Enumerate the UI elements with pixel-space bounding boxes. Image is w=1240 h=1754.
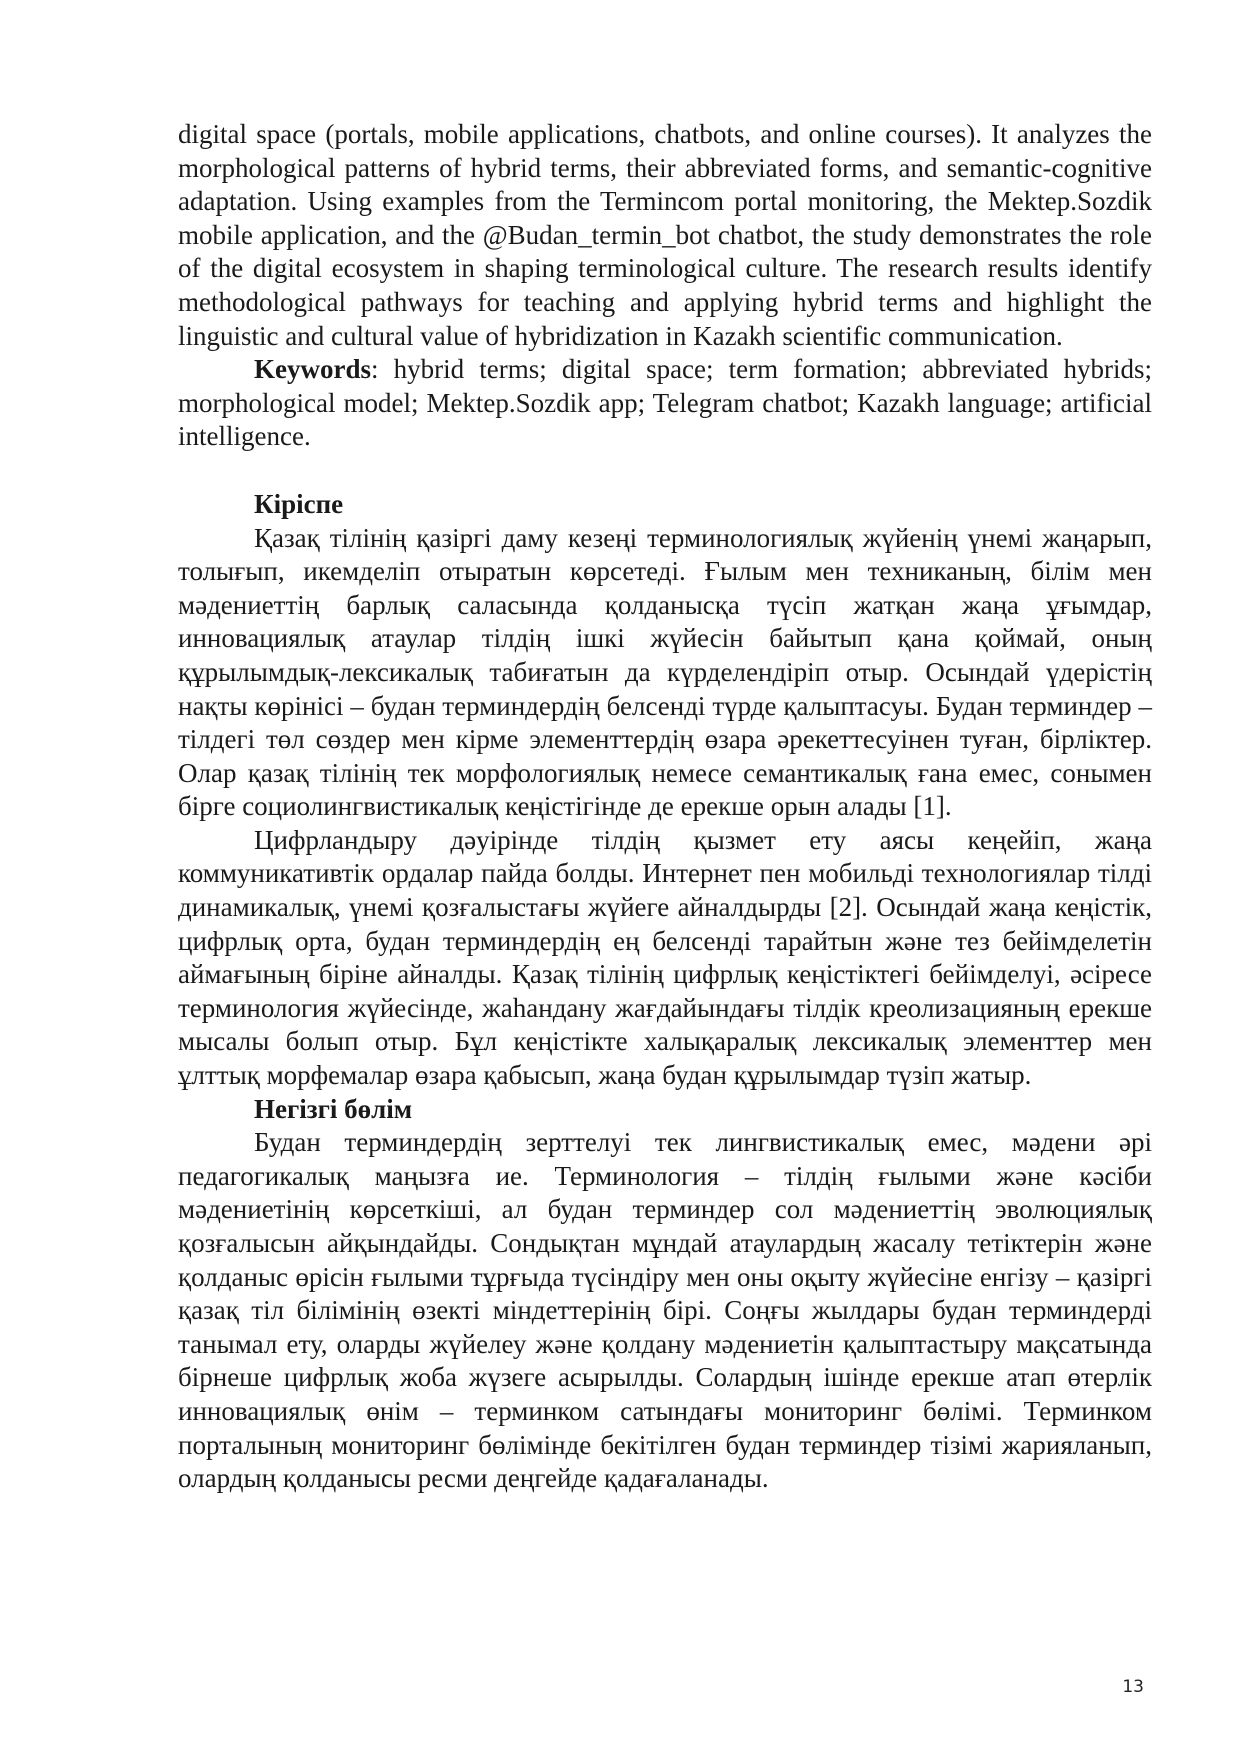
keywords-text: : hybrid terms; digital space; term formation; abbreviated hybrids; morphological model; Mektep.Sozdik app; Telegram chatbot; Kazakh language; artificial intelligence. — [178, 354, 1152, 452]
section-gap — [178, 454, 1152, 488]
page-body — [178, 118, 1152, 1496]
main-section-heading: Негізгі бөлім — [254, 1093, 413, 1124]
introduction-paragraph-1: Қазақ тілінің қазіргі даму кезеңі терминологиялық жүйенің үнемі жаңарып, толығып, икемделіп отыратын көрсетеді. Ғылым мен техниканың, білім мен мәдениеттің барлық саласында қолданысқа түсіп жатқан жаңа ұғымдар, инновациялық атаулар тілдің ішкі жүйесін байытып қана қоймай, оның құрылымдық-лексикалық табиғатын да күрделендіріп отыр. Осындай үдерістің нақты көрінісі – будан терминдердің белсенді түрде қалыптасуы. Будан терминдер – тілдегі төл сөздер мен кірме элементтердің өзара әрекеттесуінен туған, бірліктер. Олар қазақ тілінің тек морфологиялық немесе семантикалық ғана емес, сонымен бірге социолингвистикалық кеңістігінде де ерекше орын алады [1]. — [178, 522, 1152, 822]
page-number: 13 — [1122, 1677, 1144, 1697]
keywords-label: Keywords — [254, 354, 371, 385]
introduction-heading: Кіріспе — [254, 488, 344, 519]
abstract-continuation: digital space (portals, mobile applications, chatbots, and online courses). It analyzes the morphological patterns of hybrid terms, their abbreviated forms, and semantic-cognitive adaptation. Using examples from the Termincom portal monitoring, the Mektep.Sozdik mobile application, and the @Budan_termin_bot chatbot, the study demonstrates the role of the digital ecosystem in shaping terminological culture. The research results identify methodological pathways for teaching and applying hybrid terms and highlight the linguistic and cultural value of hybridization in Kazakh scientific communication. — [178, 119, 1152, 351]
main-section-paragraph-1: Будан терминдердің зерттелуі тек лингвистикалық емес, мәдени әрі педагогикалық маңызға ие. Терминология – тілдің ғылыми және кәсіби мәдениетінің көрсеткіші, ал будан терминдер сол мәдениеттің эволюциялық қозғалысын айқындайды. Сондықтан мұндай атаулардың жасалу тетіктерін және қолданыс өрісін ғылыми тұрғыда түсіндіру мен оны оқыту жүйесіне енгізу – қазіргі қазақ тіл білімінің өзекті міндеттерінің бірі. Соңғы жылдары будан терминдерді танымал ету, оларды жүйелеу және қолдану мәдениетін қалыптастыру мақсатында бірнеше цифрлық жоба жүзеге асырылды. Солардың ішінде ерекше атап өтерлік инновациялық өнім – терминком сатындағы мониторинг бөлімі. Терминком порталының мониторинг бөлімінде бекітілген будан терминдер тізімі жарияланып, олардың қолданысы ресми деңгейде қадағаланады. — [178, 1127, 1152, 1494]
introduction-paragraph-2: Цифрландыру дәуірінде тілдің қызмет ету аясы кеңейіп, жаңа коммуникативтік ордалар пайда болды. Интернет пен мобильді технологиялар тілді динамикалық, үнемі қозғалыстағы жүйеге айналдырды [2]. Осындай жаңа кеңістік, цифрлық орта, будан терминдердің ең белсенді тарайтын және тез бейімделетін аймағының біріне айналды. Қазақ тілінің цифрлық кеңістіктегі бейімделуі, әсіресе терминология жүйесінде, жаһандану жағдайындағы тілдік креолизацияның ерекше мысалы болып отыр. Бұл кеңістікте халықаралық лексикалық элементтер мен ұлттық морфемалар өзара қабысып, жаңа будан құрылымдар түзіп жатыр. — [178, 824, 1152, 1091]
keywords-paragraph — [178, 353, 1152, 454]
